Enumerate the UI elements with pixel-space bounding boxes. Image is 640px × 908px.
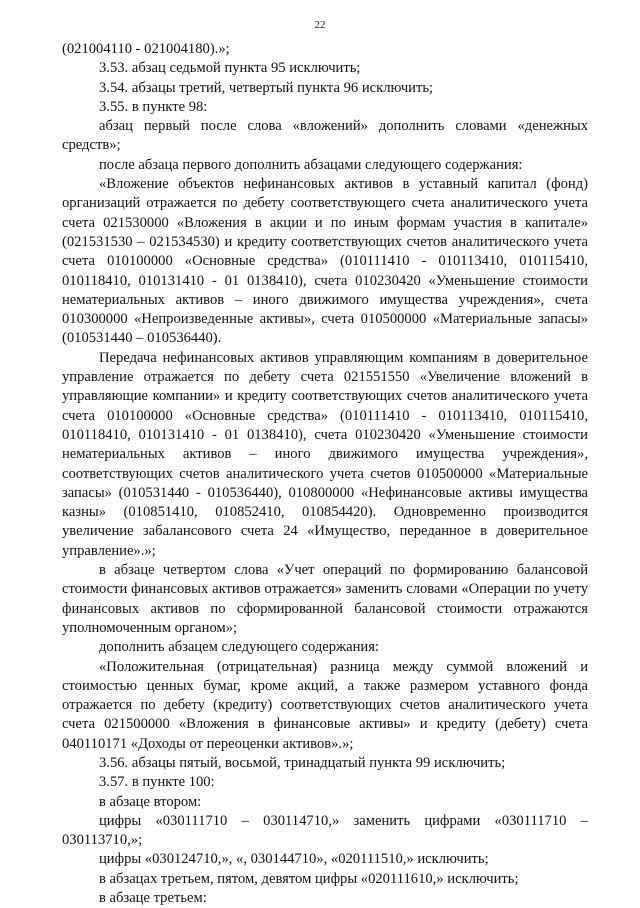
paragraph: 3.56. абзацы пятый, восьмой, тринадцатый пункта 99 исключить; [99,754,506,771]
paragraph: в абзаце втором: [99,793,202,810]
paragraph: в абзацах третьем, пятом, девятом цифры «020111610,» исключить; [99,870,519,887]
paragraph: 3.54. абзацы третий, четвертый пункта 96 исключить; [99,79,434,96]
paragraph: цифры «030111710 – 030114710,» заменить цифрами «030111710 – 030113710,»; [62,812,588,849]
paragraph: цифры «030124710,», «, 030144710», «020111510,» исключить; [99,851,489,868]
document-body [62,40,588,908]
paragraph: «Положительная (отрицательная) разница между суммой вложений и стоимостью ценных бумаг, кроме акций, а также размером уставного фонда отражается по дебету (кредиту) соответствующих счетов аналитического учета счета 021500000 «Вложения в финансовые активы» и кредиту (дебету) счета 040110171 «Доходы от переоценки активов».»; [62,658,588,752]
paragraph: дополнить абзацем следующего содержания: [99,639,379,656]
paragraph: после абзаца первого дополнить абзацами следующего содержания: [99,156,523,173]
paragraph: 3.55. в пункте 98: [99,98,208,115]
paragraph: 3.57. в пункте 100: [99,774,215,791]
paragraph: в абзаце четвертом слова «Учет операций по формированию балансовой стоимости финансовых активов отражается» заменить словами «Операции по учету финансовых активов по сформированной балансовой стоимости отражаются уполномоченным органом»; [62,562,588,636]
paragraph: (021004110 - 021004180).»; [62,41,230,57]
paragraph: «Вложение объектов нефинансовых активов в уставный капитал (фонд) организаций отражается по дебету соответствующего счета аналитического учета счета 021530000 «Вложения в акции и по иным формам участия в капитале» (021531530 – 021534530) и кредиту соответствующих счетов аналитического учета счета 010100000 «Основные средства» (010111410 - 010113410, 010115410, 010118410, 010131410 - 01 0138410), счета 010230420 «Уменьшение стоимости нематериальных активов – иного движимого имущества учреждения», счета 010300000 «Непроизведенные активы», счета 010500000 «Материальные запасы» (010531440 – 010536440). [62,176,588,347]
paragraph: Передача нефинансовых активов управляющим компаниям в доверительное управление отражается по дебету счета 021551550 «Увеличение вложений в управляющие компании» и кредиту соответствующих счетов аналитического учета счета 010100000 «Основные средства» (010111410 - 010113410, 010115410, 010118410, 010131410 - 01 0138410), счета 010230420 «Уменьшение стоимости нематериальных активов – иного движимого имущества учреждения», соответствующих счетов аналитического учета счетов 010500000 «Материальные запасы» (010531440 - 010536440), 010800000 «Нефинансовые активы имущества казны» (010851410, 010852410, 010854420). Одновременно производится увеличение забалансового счета 24 «Имущество, переданное в доверительное управление».»; [62,349,588,559]
paragraph: в абзаце третьем: [99,890,207,907]
paragraph: абзац первый после слова «вложений» дополнить словами «денежных средств»; [62,118,588,154]
paragraph: 3.53. абзац седьмой пункта 95 исключить; [99,60,361,77]
page-number: 22 [314,19,326,31]
